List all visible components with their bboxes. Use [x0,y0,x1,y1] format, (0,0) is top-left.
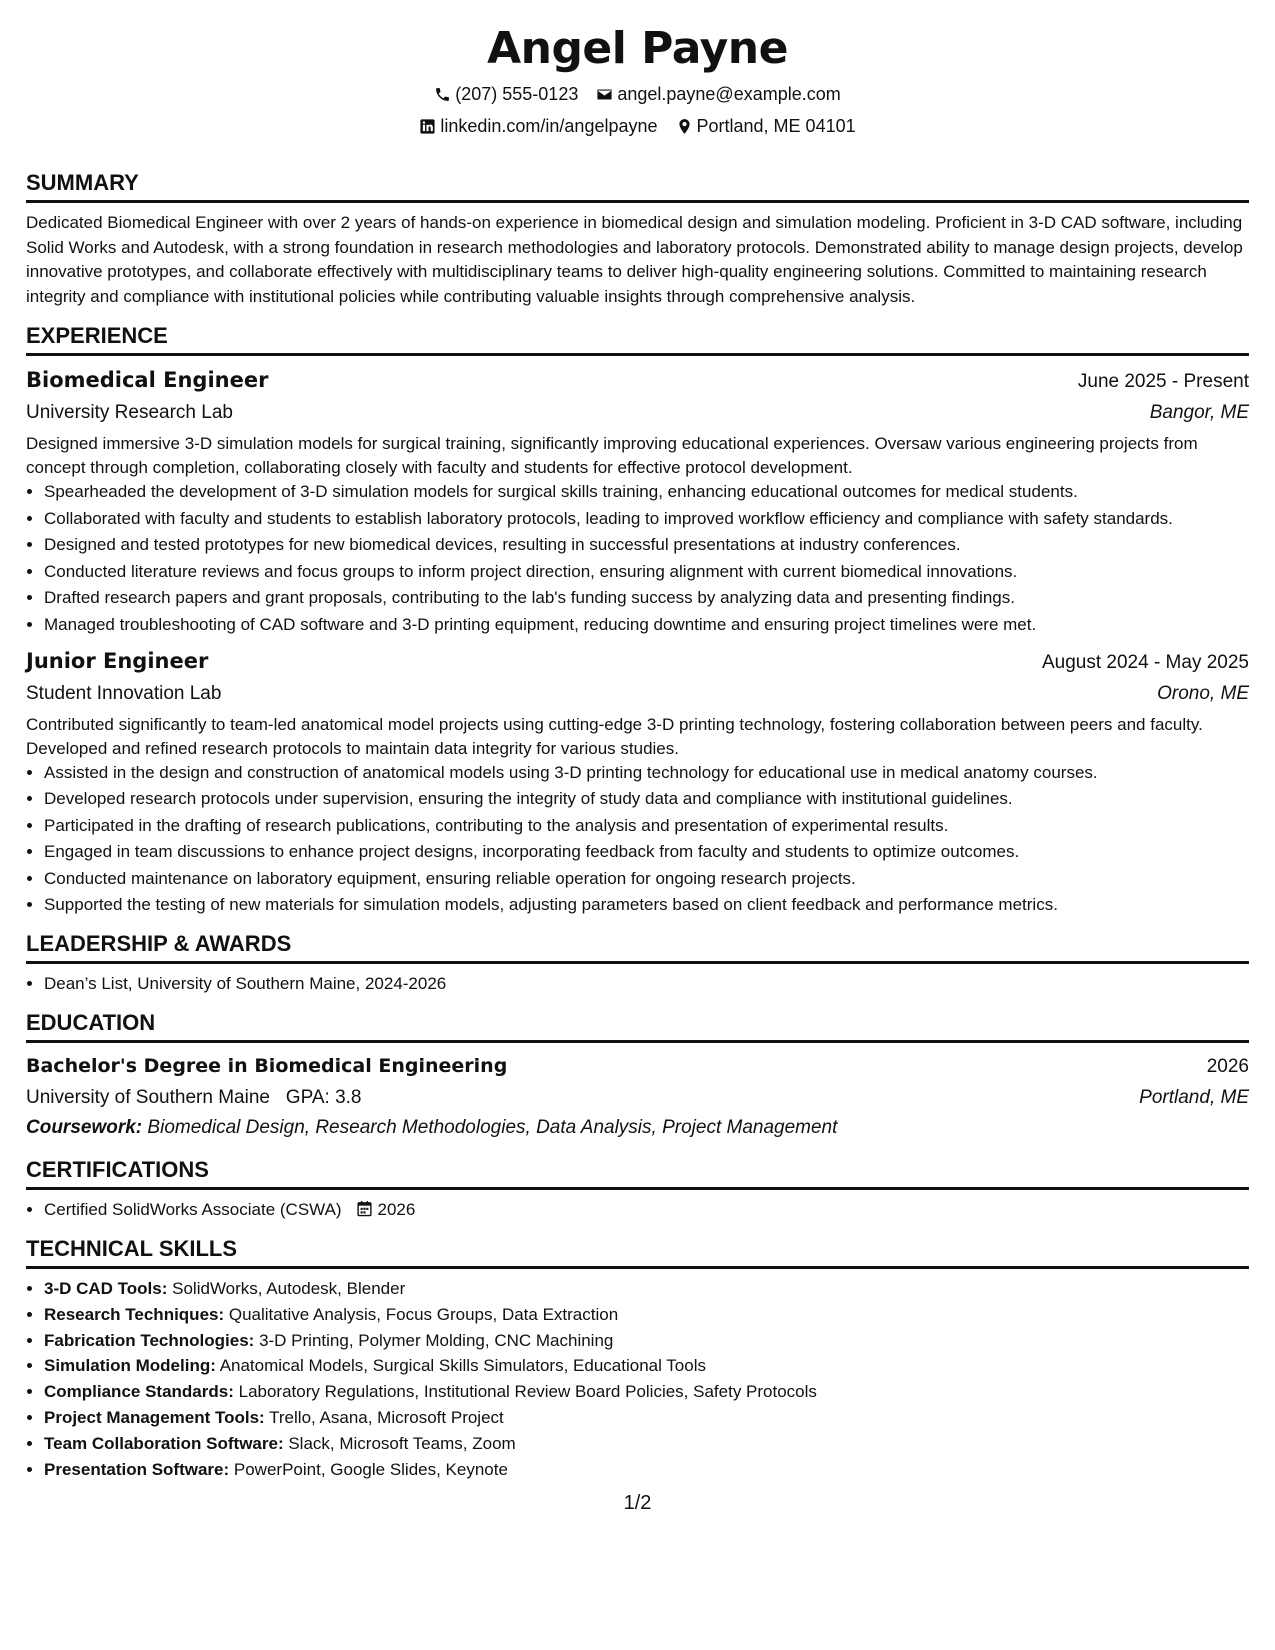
certifications-list [26,1198,1249,1222]
certifications-section [26,1155,1249,1222]
job-entry [26,645,1249,918]
skill-label: Research Techniques: [44,1304,225,1324]
job-organization: Student Innovation Lab [26,682,222,704]
job-organization: University Research Lab [26,402,233,423]
certification-name: Certified SolidWorks Associate (CSWA) [44,1200,342,1219]
job-title: Biomedical Engineer [26,368,269,392]
section-title-summary: SUMMARY [26,168,1249,203]
skill-label: Fabrication Technologies: [44,1330,255,1350]
resume-page [26,0,1249,1483]
skill-label: Project Management Tools: [44,1407,265,1427]
list-item: • Drafted research papers and grant proposals, contributing to the lab's funding success by analyzing data and presenting findings. [44,586,1249,610]
skill-label: Team Collaboration Software: [44,1433,284,1453]
school-name: University of Southern Maine [26,1087,270,1108]
job-title: Junior Engineer [26,648,209,673]
education-section [26,1008,1249,1143]
summary-text: Dedicated Biomedical Engineer with over 2 years of hands-on experience in biomedical design and simulation modeling. Proficient in 3-D CAD software, including Solid Works and Autodesk, with a strong foundation in research methodologies and laboratory protocols. Demonstrated ability to manage design projects, develop innovative prototypes, and collaborate effectively with multidisciplinary teams to deliver high-quality engineering solutions. Committed to maintaining research integrity and compliance with institutional policies while contributing valuable insights through comprehensive analysis. [26,213,1243,306]
list-item [44,1458,1249,1482]
linkedin-contact[interactable] [419,110,657,142]
list-item: • Developed research protocols under supervision, ensuring the integrity of study data and compliance with institutional guidelines. [44,787,1249,811]
job-bullets [26,480,1249,637]
skill-value: Qualitative Analysis, Focus Groups, Data Extraction [228,1304,619,1324]
school-location: Portland, ME [1139,1087,1249,1108]
coursework-line [26,1113,1249,1143]
skill-value: PowerPoint, Google Slides, Keynote [233,1459,508,1479]
job-bullets [26,761,1249,918]
list-item [44,1277,1249,1301]
job-date: August 2024 - May 2025 [1041,651,1249,673]
skill-value: Trello, Asana, Microsoft Project [269,1407,504,1427]
calendar-icon [356,1200,373,1217]
section-title-experience: EXPERIENCE [26,321,1249,356]
envelope-icon [596,86,613,103]
skill-label: Compliance Standards: [44,1382,234,1402]
skill-value: Laboratory Regulations, Institutional Review Board Policies, Safety Protocols [238,1382,817,1402]
job-date: June 2025 - Present [1077,371,1249,392]
job-entry [26,364,1249,637]
section-title-certifications: CERTIFICATIONS [26,1155,1249,1190]
graduation-year: 2026 [1206,1056,1249,1077]
summary-section [26,168,1249,309]
skills-section [26,1234,1249,1481]
list-item: • Dean’s List, University of Southern Maine, 2024-2026 [44,972,1249,996]
awards-section [26,929,1249,996]
contact-line-2 [26,110,1249,142]
email-contact[interactable] [596,78,840,110]
skills-list [26,1277,1249,1481]
skill-value: SolidWorks, Autodesk, Blender [172,1279,406,1298]
list-item: • Managed troubleshooting of CAD software and 3-D printing equipment, reducing downtime and ensuring project timelines were met. [44,613,1249,637]
job-location: Bangor, ME [1149,402,1249,423]
section-title-awards: LEADERSHIP & AWARDS [26,929,1249,964]
coursework-label: Coursework: [26,1117,143,1138]
phone-icon [434,86,451,103]
experience-section [26,321,1249,917]
list-item: • Conducted literature reviews and focus groups to inform project direction, ensuring alignment with current biomedical innovations. [44,560,1249,584]
page-number: 1/2 [623,1492,652,1514]
skill-label: Presentation Software: [44,1459,230,1479]
job-description: Contributed significantly to team-led anatomical model projects using cutting-edge 3-D printing technology, fostering collaboration between peers and faculty. Developed and refined research protocols to maintain data integrity for various studies. [26,714,1203,758]
list-item: • Collaborated with faculty and students to establish laboratory protocols, leading to improved workflow efficiency and compliance with safety standards. [44,507,1249,531]
list-item [44,1432,1249,1456]
linkedin-text: linkedin.com/in/angelpayne [440,116,658,136]
list-item [44,1329,1249,1353]
skill-value: 3-D Printing, Polymer Molding, CNC Machining [259,1330,614,1350]
list-item: • Spearheaded the development of 3-D simulation models for surgical skills training, enhancing educational outcomes for medical students. [44,480,1249,504]
list-item: • Supported the testing of new materials for simulation models, adjusting parameters based on client feedback and performance metrics. [44,893,1249,917]
section-title-skills: TECHNICAL SKILLS [26,1234,1249,1269]
location-text: Portland, ME 04101 [696,116,856,136]
phone-text: (207) 555-0123 [455,84,579,104]
awards-list [26,972,1249,996]
list-item [44,1406,1249,1430]
list-item [44,1354,1249,1378]
list-item [44,1303,1249,1327]
email-text: angel.payne@example.com [617,84,841,104]
skill-label: 3-D CAD Tools: [44,1279,168,1298]
list-item [44,1380,1249,1404]
list-item: • Conducted maintenance on laboratory equipment, ensuring reliable operation for ongoing research projects. [44,867,1249,891]
candidate-name: Angel Payne [487,23,788,74]
list-item: • Engaged in team discussions to enhance project designs, incorporating feedback from faculty and students to optimize outcomes. [44,840,1249,864]
list-item [44,1198,1249,1222]
job-description: Designed immersive 3-D simulation models for surgical training, significantly improving educational experiences. Oversaw various engineering projects from concept through completion, collaborating closely with faculty and students for effective protocol development. [26,434,1198,477]
skill-value: Slack, Microsoft Teams, Zoom [288,1433,516,1453]
map-pin-icon [676,118,693,135]
coursework-text: Biomedical Design, Research Methodologies, Data Analysis, Project Management [147,1117,838,1138]
section-title-education: EDUCATION [26,1008,1249,1043]
skill-value: Anatomical Models, Surgical Skills Simulators, Educational Tools [219,1356,706,1376]
linkedin-icon [419,118,436,135]
list-item: • Designed and tested prototypes for new biomedical devices, resulting in successful presentations at industry conferences. [44,533,1249,557]
skill-label: Simulation Modeling: [44,1356,216,1376]
resume-header [26,20,1249,142]
phone-contact [434,78,578,110]
list-item: • Assisted in the design and construction of anatomical models using 3-D printing technology for educational use in medical anatomy courses. [44,761,1249,785]
gpa: GPA: 3.8 [285,1087,362,1108]
job-location: Orono, ME [1157,682,1249,704]
school-info [26,1083,361,1113]
certification-year: 2026 [377,1200,416,1219]
degree-title: Bachelor's Degree in Biomedical Engineering [26,1055,508,1077]
list-item: • Participated in the drafting of research publications, contributing to the analysis and presentation of experimental results. [44,814,1249,838]
location-contact [676,110,856,142]
contact-line-1 [26,78,1249,110]
